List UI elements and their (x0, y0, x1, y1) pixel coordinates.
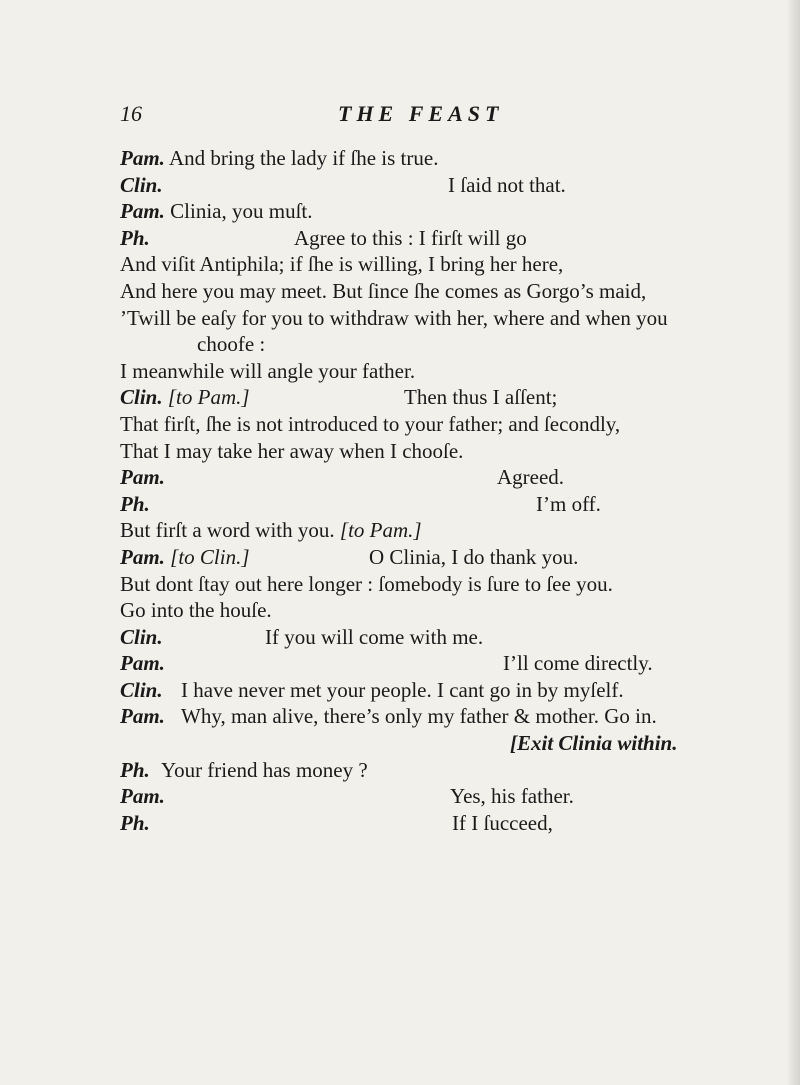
dialogue-line (120, 491, 730, 518)
dialogue-line (120, 783, 730, 810)
speaker-label: Pam. (120, 784, 165, 809)
speaker-label: Ph. (120, 757, 150, 782)
speaker-label: Pam. (120, 199, 165, 224)
verse-line-continuation (120, 331, 730, 358)
page-number: 16 (120, 101, 142, 126)
speaker-label: Pam. (120, 146, 165, 170)
speaker-label: Ph. (120, 225, 150, 250)
dialogue-line (120, 677, 730, 704)
line-text: I’ll come directly. (503, 651, 653, 676)
line-text: That I may take her away when I chooſe. (120, 438, 464, 463)
line-text: choofe : (197, 332, 266, 357)
dialogue-line (120, 145, 730, 172)
line-text: Then thus I aſſent; (404, 385, 558, 410)
speaker-label: Clin. (120, 385, 163, 410)
line-text: I ſaid not that. (448, 172, 566, 197)
speaker-label: Clin. (120, 677, 163, 702)
dialogue-line (120, 703, 730, 730)
dialogue-line (120, 624, 730, 651)
line-text: Agree to this : I firſt will go (294, 225, 527, 250)
line-text: Agreed. (497, 465, 565, 490)
verse-line (120, 438, 730, 465)
line-text: Your friend has money ? (161, 757, 368, 782)
line-text: Clinia, you muſt. (170, 199, 313, 224)
line-text: But firſt a word with you. (120, 518, 335, 543)
speaker-label: Ph. (120, 491, 150, 516)
speaker-label: Pam. (120, 465, 165, 490)
line-text: Yes, his father. (450, 784, 574, 809)
verse-line (120, 305, 730, 332)
stage-direction: [to Clin.] (170, 544, 250, 569)
verse-line (120, 251, 730, 278)
speaker-label: Clin. (120, 624, 163, 649)
line-text: And here you may meet. But ſince ſhe comes as Gorgo’s maid, (120, 278, 647, 303)
dialogue-line (120, 650, 730, 677)
line-text: O Clinia, I do thank you. (369, 544, 579, 569)
verse-line (120, 358, 730, 385)
line-text: I have never met your people. I cant go in by myſelf. (181, 677, 624, 702)
speaker-label: Pam. (120, 544, 165, 569)
speaker-label: Clin. (120, 172, 163, 197)
verse-line (120, 571, 730, 598)
verse-line (120, 597, 730, 624)
dialogue-text (120, 145, 730, 836)
dialogue-line (120, 172, 730, 199)
line-text: I’m off. (536, 491, 601, 516)
stage-direction: [Exit Clinia within. (510, 731, 678, 756)
verse-line (120, 517, 730, 544)
dialogue-line (120, 384, 730, 411)
dialogue-line (120, 225, 730, 252)
line-text: And bring the lady if ſhe is true. (169, 146, 439, 170)
line-text: But dont ſtay out here longer : ſomebody is ſure to ſee you. (120, 571, 613, 596)
stage-direction: [to Pam.] (339, 518, 422, 543)
dialogue-line (120, 544, 730, 571)
line-text: If I ſucceed, (452, 810, 553, 835)
line-text: I meanwhile will angle your father. (120, 358, 416, 383)
dialogue-line (120, 810, 730, 837)
speaker-label: Pam. (120, 651, 165, 676)
exit-line (120, 730, 730, 757)
line-text: If you will come with me. (265, 624, 484, 649)
verse-line (120, 411, 730, 438)
line-text: Go into the houſe. (120, 598, 272, 623)
speaker-label: Pam. (120, 704, 165, 729)
page-edge-shadow (786, 0, 800, 1085)
running-title: THE FEAST (338, 101, 504, 126)
verse-line (120, 278, 730, 305)
line-text: ’Twill be eaſy for you to withdraw with her, where and when you (120, 305, 668, 330)
dialogue-line (120, 464, 730, 491)
line-text: That firſt, ſhe is not introduced to your father; and ſecondly, (120, 411, 621, 436)
stage-direction: [to Pam.] (167, 385, 250, 410)
speaker-label: Ph. (120, 810, 150, 835)
line-text: Why, man alive, there’s only my father & mother. Go in. (181, 704, 657, 729)
line-text: And viſit Antiphila; if ſhe is willing, I bring her here, (120, 252, 564, 277)
dialogue-line (120, 198, 730, 225)
dialogue-line (120, 757, 730, 784)
